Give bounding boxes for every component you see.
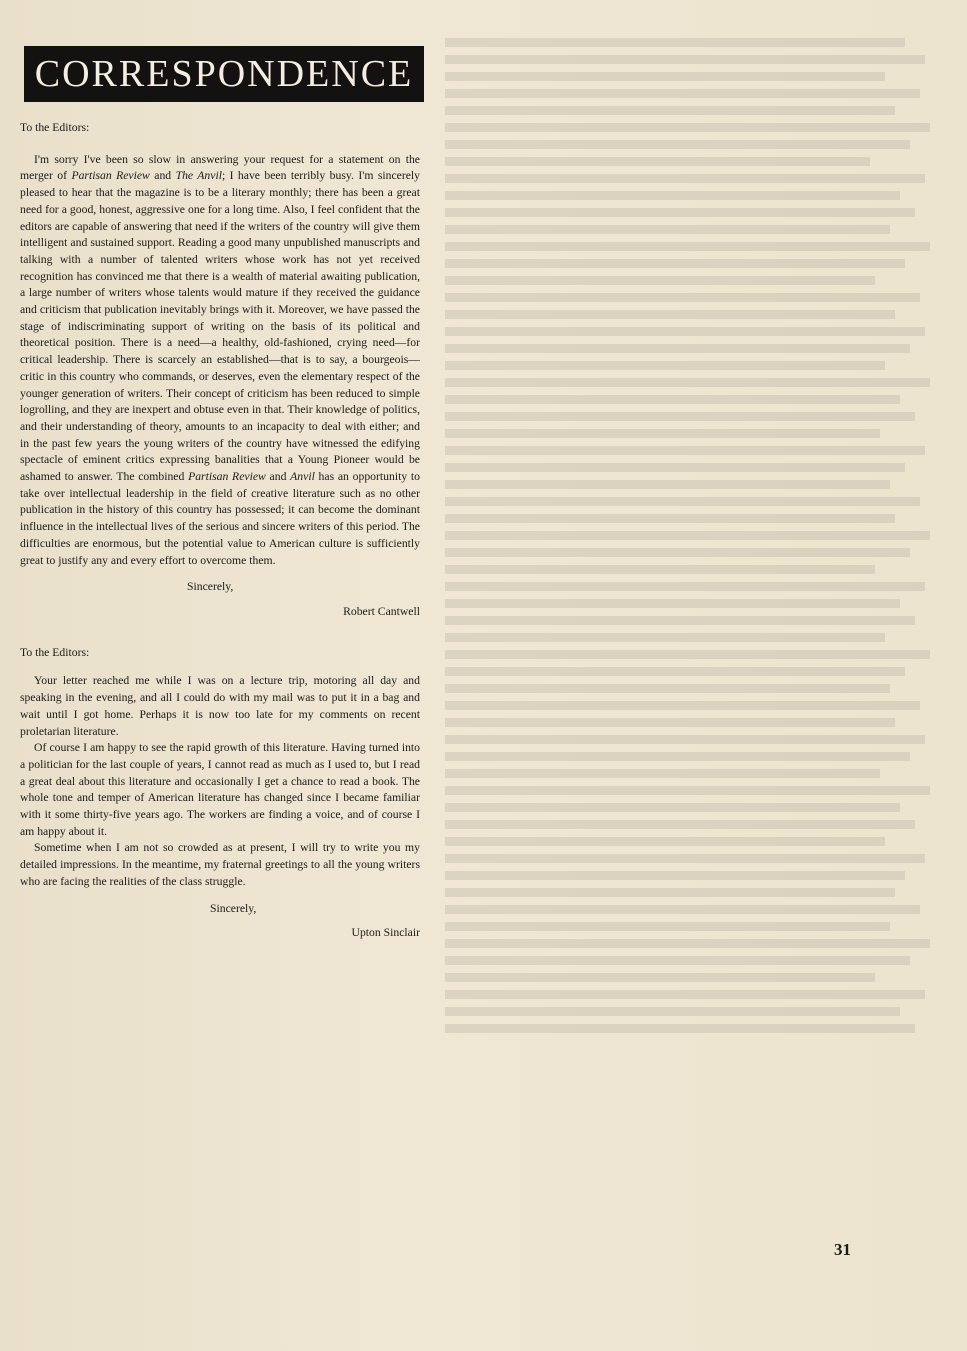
letter-sinclair	[20, 645, 420, 942]
letter-salutation: To the Editors:	[20, 121, 90, 134]
letter-cantwell	[20, 120, 420, 621]
letter-closing: Sincerely,	[187, 580, 234, 594]
letter-signature: Robert Cantwell	[343, 604, 420, 618]
letter-signature: Upton Sinclair	[351, 926, 420, 940]
bleed-through-reverse-page	[445, 30, 945, 1230]
page-number: 31	[834, 1240, 851, 1259]
letter-paragraph: Of course I am happy to see the rapid growth of this literature. Having turned into a politician for the last couple of years, I cannot read as much as I used to, but I read a great deal about this literature and occasionally I get a chance to read a book. The whole tone and temper of American literature has changed since I became familiar with it some thirty-five years ago. The workers are finding a voice, and of course I am happy about it.	[20, 741, 420, 838]
letter-paragraph: I'm sorry I've been so slow in answering your request for a statement on the merger of Partisan Review and The Anvil; I have been terribly busy. I'm sincerely pleased to hear that the magazine is to be a literary monthly; there has been a great need for a good, honest, aggressive one for a long time. Also, I feel confident that the editors are capable of answering that need if the writers of the country will give them intelligent and sustained support. Reading a good many unpublished manuscripts and talking with a number of talented writers whose work has not yet received recognition has convinced me that there is a wealth of material awaiting publication, a large number of writers whose talents would mature if they received the guidance and criticism that publication inevitably brings with it. Moreover, we have passed the stage of indiscriminating support of writing on the basis of its political and theoretical position. There is a need—a healthy, old-fashioned, crying need—for critical leadership. There is scarcely an established—that is to say, a bourgeois—critic in this country who commands, or deserves, even the elementary respect of the younger generation of writers. Their concept of criticism has been reduced to simple logrolling, and they are inexpert and obtuse even in that. Their knowledge of politics, and their understanding of theory, amounts to an incapacity to deal with either; and in the past few years the young writers of the country have witnessed the edifying spectacle of eminent critics expressing banalities that a Young Pioneer would be ashamed to answer. The combined Partisan Review and Anvil has an opportunity to take over intellectual leadership in the field of creative literature such as no other publication in the history of this country has possessed; it can become the dominant influence in the intellectual lives of the serious and sincere writers of this period. The difficulties are enormous, but the potential value to American culture is sufficiently great to justify any and every effort to overcome them.	[20, 152, 421, 567]
letter-paragraph: Your letter reached me while I was on a lecture trip, motoring all day and speaking in the evening, and all I could do with my mail was to put it in a bag and wait until I got home. Perhaps it is now too late for my comments on recent proletarian literature.	[20, 674, 420, 738]
letter-closing: Sincerely,	[210, 901, 257, 915]
letter-paragraph: Sometime when I am not so crowded as at present, I will try to write you my detailed impressions. In the meantime, my fraternal greetings to all the young writers who are facing the realities of the class struggle.	[20, 841, 420, 888]
letter-salutation: To the Editors:	[20, 645, 90, 659]
section-title: CORRESPONDENCE	[34, 53, 414, 95]
correspondence-column	[20, 120, 420, 942]
section-title-banner	[24, 46, 424, 102]
